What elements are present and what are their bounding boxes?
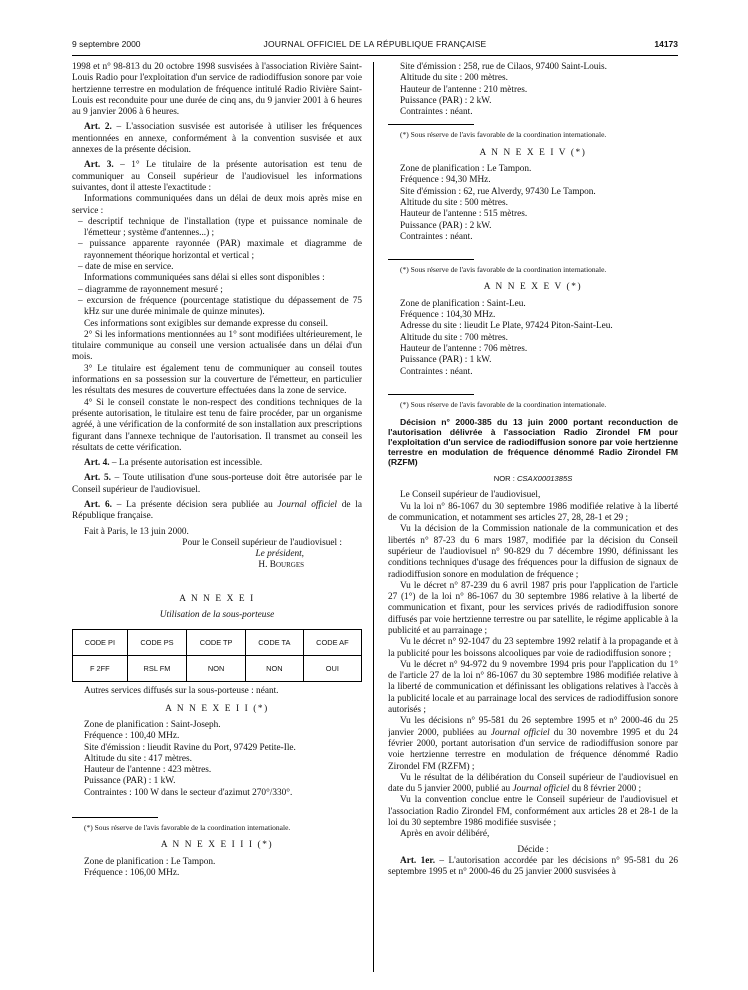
table-cell: F 2FF bbox=[73, 656, 128, 682]
vu-paragraph bbox=[388, 773, 678, 796]
annexe-4-title: A N N E X E I V (*) bbox=[479, 147, 587, 158]
annexe-2-title: A N N E X E I I (*) bbox=[165, 703, 269, 714]
article-6-text-a: – La présente décision sera publiée au bbox=[112, 499, 278, 510]
signature-pour: Pour le Conseil supérieur de l'audiovisuel : bbox=[182, 537, 342, 548]
annexe-line: Altitude du site : 500 mètres. bbox=[400, 197, 508, 208]
annexe-line: Altitude du site : 200 mètres. bbox=[400, 73, 508, 84]
nor-code: CSAX0001385S bbox=[516, 474, 573, 484]
right-column bbox=[388, 62, 678, 982]
annexe-line: Site d'émission : 258, rue de Cilaos, 97400 Saint-Louis. bbox=[400, 62, 607, 72]
article-3-text: – 1° Le titulaire de la présente autorisation est tenu de communiquer au Conseil supérieur de l'audiovisuel les informations suivantes, dont il atteste l'exactitude : bbox=[72, 160, 362, 193]
article-5-text: – Toute utilisation d'une sous-porteuse doit être autorisée par le Conseil supérieur de l'audiovisuel. bbox=[72, 473, 362, 495]
footnote: (*) Sous réserve de l'avis favorable de la coordination internationale. bbox=[400, 130, 607, 140]
page-header bbox=[72, 39, 678, 53]
vu-paragraph: Vu la convention conclue entre le Conseil supérieur de l'audiovisuel et l'association Radio Zirondel FM, conformément aux articles 28 et 28-1 de la loi du 30 septembre 1986 modifiée susvisée ; bbox=[388, 795, 678, 829]
vu-paragraph bbox=[388, 716, 678, 772]
annexe-line: Zone de planification : Le Tampon. bbox=[400, 164, 532, 175]
article-4-text: – La présente autorisation est incessible. bbox=[109, 458, 263, 469]
list-item: – descriptif technique de l'installation (type et puissance nominale de l'émetteur ; système d'antennes...) ; bbox=[78, 216, 362, 239]
vu-text: Vu le résultat de la délibération du Conseil supérieur de l'audiovisuel en date du 5 janvier 2000, publié au bbox=[388, 772, 678, 795]
vu-paragraph: Vu le décret n° 94-972 du 9 novembre 1994 pris pour l'application du 1° de l'article 27 de la loi n° 86-1067 du 30 septembre 1986 modifiée relative à la liberté de communication et définissant les obligations relatives à l'accès à la publicité locale et au parrainage local des services de radiodiffusion sonore autorisés ; bbox=[388, 659, 678, 716]
annexe-line: Hauteur de l'antenne : 423 mètres. bbox=[84, 765, 212, 776]
article-5-label: Art. 5. bbox=[84, 473, 111, 484]
table-row bbox=[73, 656, 362, 682]
decision-title: Décision n° 2000-385 du 13 juin 2000 portant reconduction de l'autorisation délivrée à l'association Radio Zirondel FM pour l'exploitation d'un service de radiodiffusion sonore par voie hertzienne terrestre en modulation de fréquence dénommé Radio Zirondel FM (RZFM) bbox=[388, 417, 678, 468]
header-page-number: 14173 bbox=[654, 39, 678, 49]
footnote: (*) Sous réserve de l'avis favorable de la coordination internationale. bbox=[400, 265, 607, 275]
vu-text: du 30 novembre 1995 et du 24 février 2000, portant autorisation d'un service de radiodiffusion sonore par voie hertzienne terrestre en modulation de fréquence dénommé Radio Zirondel FM (RZFM) ; bbox=[388, 727, 678, 772]
list-item: – puissance apparente rayonnée (PAR) maximale et diagramme de rayonnement théorique horizontal et vertical ; bbox=[78, 239, 362, 261]
annexe-line: Site d'émission : lieudit Ravine du Port, 97429 Petite-Ile. bbox=[84, 742, 296, 753]
annexe-line: Contraintes : néant. bbox=[400, 107, 473, 118]
list-item: – date de mise en service. bbox=[78, 262, 174, 273]
article-4 bbox=[72, 458, 362, 469]
nor-label: NOR : bbox=[493, 474, 517, 484]
footnote-rule bbox=[388, 259, 474, 260]
article-1-label: Art. 1er. bbox=[400, 855, 436, 866]
article-1-text: – L'autorisation accordée par les décisions n° 95-581 du 26 septembre 1995 et n° 2000-46 du 25 janvier 2000 susvisées à bbox=[388, 855, 678, 878]
column-divider bbox=[373, 62, 374, 972]
annexe-1-subtitle: Utilisation de la sous-porteuse bbox=[159, 610, 275, 621]
vu-paragraph: Vu la décision de la Commission nationale de la communication et des libertés n° 87-23 du 6 mars 1987, modifiée par la décision du Conseil supérieur de l'audiovisuel n° 90-829 du 7 décembre 1990, définissant les conditions techniques d'usage des fréquences pour la diffusion de signaux de radiodiffusion sonore en modulation de fréquence ; bbox=[388, 524, 678, 580]
autres-services: Autres services diffusés sur la sous-porteuse : néant. bbox=[84, 686, 279, 697]
article-5 bbox=[72, 473, 362, 496]
signature-name: H. Bourges bbox=[258, 560, 304, 571]
annexe-line: Fréquence : 106,00 MHz. bbox=[84, 867, 180, 878]
paragraph-4: 4° Si le conseil constate le non-respect des conditions techniques de la présente autorisation, le titulaire est tenu de faire procéder, par un organisme agréé, à une vérification de la conformité de son installation aux prescriptions figurant dans l'annexe technique de l'autorisation. Il transmet au conseil les résultats de cette vérification. bbox=[72, 397, 362, 453]
table-cell: OUI bbox=[303, 656, 361, 682]
annexe-line: Puissance (PAR) : 2 kW. bbox=[400, 220, 492, 231]
article-3 bbox=[72, 160, 362, 194]
vu-text: du 8 février 2000 ; bbox=[569, 784, 642, 795]
annexe-line: Hauteur de l'antenne : 515 mètres. bbox=[400, 209, 528, 220]
annexe-line: Contraintes : néant. bbox=[400, 231, 473, 242]
paragraph-3: 3° Le titulaire est également tenu de communiquer au conseil toutes informations en sa possession sur la couverture de l'émetteur, en particulier les résultats des mesures de couverture effectuées dans la zone de service. bbox=[72, 363, 362, 397]
header-journal-title: JOURNAL OFFICIEL DE LA RÉPUBLIQUE FRANÇAISE bbox=[263, 39, 487, 49]
table-cell: NON bbox=[245, 656, 303, 682]
intro-paragraph: 1998 et n° 98-813 du 20 octobre 1998 susvisées à l'association Rivière Saint-Louis Radio pour l'exploitation d'un service de radiodiffusion sonore par voie hertzienne terrestre en modulation de fréquence intitulé Radio Rivière Saint-Louis est reconduite pour une durée de cinq ans, du 9 janvier 2001 à 6 heures au 9 janvier 2006 à 6 heures. bbox=[72, 62, 362, 118]
fait-a-paris: Fait à Paris, le 13 juin 2000. bbox=[84, 526, 189, 537]
decide-heading: Décide : bbox=[517, 844, 549, 855]
annexe-line: Zone de planification : Le Tampon. bbox=[84, 856, 216, 867]
apres-paragraph: Après en avoir délibéré, bbox=[400, 829, 490, 840]
footnote-rule bbox=[388, 394, 474, 395]
annexe-line: Contraintes : 100 W dans le secteur d'azimut 270°/330°. bbox=[84, 787, 293, 798]
article-2 bbox=[72, 122, 362, 156]
annexe-line: Fréquence : 104,30 MHz. bbox=[400, 310, 496, 321]
vu-journal: Journal officiel bbox=[512, 784, 570, 795]
table-header-row bbox=[73, 630, 362, 656]
table-header: CODE PI bbox=[73, 630, 128, 656]
vu-paragraph: Vu le décret n° 92-1047 du 23 septembre 1992 relatif à la propagande et à la publicité pour les boissons alcooliques par voie de radiodiffusion sonore ; bbox=[388, 637, 678, 659]
annexe-line: Hauteur de l'antenne : 706 mètres. bbox=[400, 343, 528, 354]
nor-reference bbox=[388, 473, 678, 484]
annexe-5-title: A N N E X E V (*) bbox=[483, 282, 583, 293]
article-6-text-b: de la République française. bbox=[72, 499, 362, 522]
info-delai: Informations communiquées dans un délai de deux mois après mise en service : bbox=[72, 194, 362, 216]
annexe-line: Hauteur de l'antenne : 210 mètres. bbox=[400, 84, 528, 95]
table-header: CODE AF bbox=[303, 630, 361, 656]
info-sans-delai: Informations communiquées sans délai si elles sont disponibles : bbox=[84, 273, 325, 284]
header-date: 9 septembre 2000 bbox=[72, 39, 141, 49]
header-rule bbox=[72, 55, 678, 56]
table-header: CODE TA bbox=[245, 630, 303, 656]
article-2-label: Art. 2. bbox=[84, 122, 112, 133]
table-header: CODE TP bbox=[187, 630, 246, 656]
conseil-paragraph: Le Conseil supérieur de l'audiovisuel, bbox=[400, 490, 541, 501]
footnote: (*) Sous réserve de l'avis favorable de la coordination internationale. bbox=[400, 399, 607, 409]
annexe-line: Fréquence : 94,30 MHz. bbox=[400, 175, 491, 186]
article-6-label: Art. 6. bbox=[84, 499, 112, 510]
paragraph-exigibles: Ces informations sont exigibles sur demande expresse du conseil. bbox=[84, 318, 328, 329]
list-item: – excursion de fréquence (pourcentage statistique du dépassement de 75 kHz sur une durée minimale de quinze minutes). bbox=[78, 295, 362, 318]
article-1 bbox=[388, 856, 678, 879]
footnote-rule bbox=[388, 124, 474, 125]
annexe-line: Zone de planification : Saint-Leu. bbox=[400, 298, 526, 309]
table-cell: NON bbox=[187, 656, 246, 682]
subcarrier-table bbox=[72, 629, 362, 682]
article-6 bbox=[72, 500, 362, 523]
annexe-line: Puissance (PAR) : 1 kW. bbox=[84, 776, 176, 787]
annexe-line: Site d'émission : 62, rue Alverdy, 97430 Le Tampon. bbox=[400, 186, 596, 197]
annexe-3-title: A N N E X E I I I (*) bbox=[160, 840, 274, 851]
annexe-line: Adresse du site : lieudit Le Plate, 97424 Piton-Saint-Leu. bbox=[400, 321, 613, 332]
article-3-label: Art. 3. bbox=[84, 160, 114, 171]
paragraph-2: 2° Si les informations mentionnées au 1° sont modifiées ultérieurement, le titulaire communique au conseil une version actualisée dans un délai d'un mois. bbox=[72, 329, 362, 363]
annexe-line: Puissance (PAR) : 1 kW. bbox=[400, 355, 492, 366]
footnote: (*) Sous réserve de l'avis favorable de la coordination internationale. bbox=[84, 823, 291, 833]
annexe-line: Altitude du site : 417 mètres. bbox=[84, 753, 192, 764]
table-cell: RSL FM bbox=[127, 656, 187, 682]
article-6-journal: Journal officiel bbox=[277, 499, 338, 510]
annexe-line: Altitude du site : 700 mètres. bbox=[400, 332, 508, 343]
footnote-rule bbox=[72, 817, 158, 818]
vu-paragraph: Vu la loi n° 86-1067 du 30 septembre 1986 modifiée relative à la liberté de communication, et notamment ses articles 27, 28, 28-1 et 29 ; bbox=[388, 501, 678, 524]
annexe-line: Puissance (PAR) : 2 kW. bbox=[400, 95, 492, 106]
annexe-line: Fréquence : 100,40 MHz. bbox=[84, 731, 180, 742]
annexe-line: Zone de planification : Saint-Joseph. bbox=[84, 719, 221, 730]
vu-text: Vu les décisions n° 95-581 du 26 septembre 1995 et n° 2000-46 du 25 janvier 2000, publiées au bbox=[388, 716, 678, 738]
vu-paragraph: Vu le décret n° 87-239 du 6 avril 1987 pris pour l'application de l'article 27 (1°) de la loi n° 86-1067 du 30 septembre 1986 relative à la liberté de communication et fixant, pour les services privés de radiodiffusion sonore diffusés par voie hertzienne terrestre ou par satellite, le régime applicable à la publicité et au parrainage ; bbox=[388, 580, 678, 636]
signature-role: Le président, bbox=[255, 549, 304, 560]
article-4-label: Art. 4. bbox=[84, 458, 110, 469]
table-header: CODE PS bbox=[127, 630, 187, 656]
vu-journal: Journal officiel bbox=[490, 727, 550, 738]
article-2-text: – L'association susvisée est autorisée à utiliser les fréquences mentionnées en annexe, conformément à la convention susvisée et aux annexes de la présente décision. bbox=[72, 122, 362, 156]
list-item: – diagramme de rayonnement mesuré ; bbox=[78, 284, 223, 295]
left-column bbox=[72, 62, 362, 982]
annexe-1-title: A N N E X E I bbox=[179, 593, 255, 604]
annexe-line: Contraintes : néant. bbox=[400, 366, 473, 377]
